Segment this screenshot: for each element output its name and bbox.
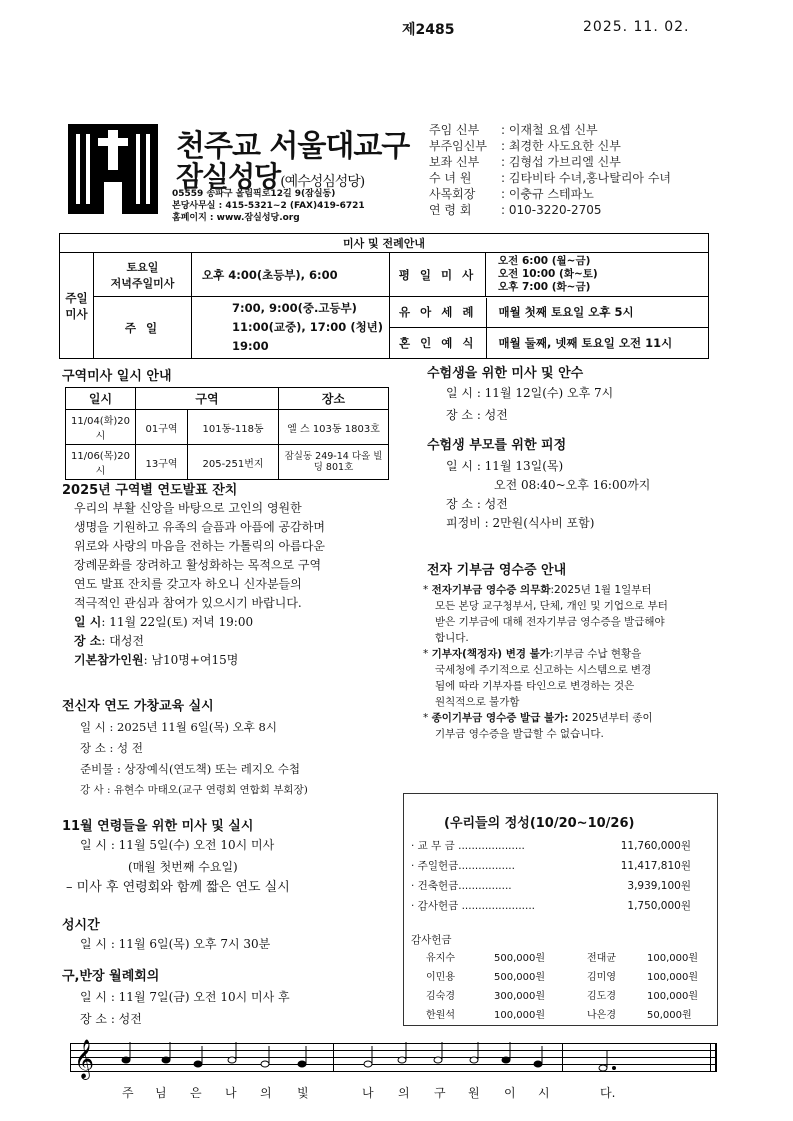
staff-row: 연 령 회 : 010-3220-2705 xyxy=(429,203,602,217)
lyric-syllable: 의 xyxy=(398,1086,410,1100)
receipt-title: 전자 기부금 영수증 안내 xyxy=(427,563,567,578)
party-date: 일 시: 11월 22일(토) 저녁 19:00 xyxy=(74,615,254,629)
issue-number: 제2485 xyxy=(402,22,455,38)
church-name-line1: 천주교 서울대교구 xyxy=(176,129,410,164)
issue-date: 2025. 11. 02. xyxy=(583,19,690,35)
district-header: 장소 xyxy=(279,388,389,410)
lyric-syllable: 원 xyxy=(468,1086,480,1100)
baptism-label: 유 아 세 례 xyxy=(390,298,486,328)
weekday-label: 평 일 미 사 xyxy=(390,253,486,297)
holy-hour-title: 성시간 xyxy=(62,918,100,933)
district-header: 일시 xyxy=(66,388,136,410)
church-name-sub: (예수성심성당) xyxy=(280,174,365,190)
holy-hour-line: 일 시 : 11월 6일(목) 오후 7시 30분 xyxy=(80,937,271,951)
church-address-block xyxy=(172,188,365,224)
saturday-time: 오후 4:00(초등부), 6:00 xyxy=(192,253,390,297)
thanks-list xyxy=(404,949,719,1025)
council-body: 일 시 : 11월 7일(금) 오전 10시 미사 후 장 소 : 성전 xyxy=(80,990,290,1026)
lyric-syllable: 나 xyxy=(362,1086,374,1100)
mass-caption: 미사 및 전례안내 xyxy=(60,234,709,253)
church-name-line2: 잠실성당(예수성심성당) xyxy=(176,160,365,193)
lyric-syllable: 시 xyxy=(538,1086,550,1100)
offering-box xyxy=(403,793,718,1026)
svg-text:𝄞: 𝄞 xyxy=(74,1039,95,1079)
elders-note: – 미사 후 연령회와 함께 짧은 연도 실시 xyxy=(66,880,290,895)
party-people: 기본참가인원: 남10명+여15명 xyxy=(74,653,239,667)
sunday-row-label: 주 일 xyxy=(94,297,192,359)
elders-body: 일 시 : 11월 5일(수) 오전 10시 미사 (매월 첫번째 수요일) xyxy=(80,838,275,874)
lyric-syllable: 이 xyxy=(504,1086,516,1100)
saturday-label: 토요일 저녁주일미사 xyxy=(94,253,192,297)
staff-row: 보좌 신부 : 김형섭 가브리엘 신부 xyxy=(429,155,621,169)
church-logo xyxy=(68,124,158,214)
lyric-syllable: 나 xyxy=(225,1086,237,1100)
wedding-label: 혼 인 예 식 xyxy=(390,328,486,358)
offering-row: · 건축헌금................ 3,939,100원 xyxy=(411,880,691,892)
thanks-label: 감사헌금 xyxy=(411,934,452,946)
baptism-value: 매월 첫째 토요일 오후 5시 xyxy=(486,298,708,328)
lyric-syllable: 의 xyxy=(260,1086,272,1100)
party-body: 우리의 부활 신앙을 바탕으로 고인의 영원한 생명을 기원하고 유족의 슬픔과 아픔에 공감하며 위로와 사랑의 마음을 전하는 가톨릭의 아름다운 장례문화를 장려하고 활성화하는 목적으로 구역 연도 발표 잔치를 갖고자 하오니 신자분들의 적극적인 관심과 참여가 있으시기 바랍니다. 일 시: 11월 22일(토) 저녁 19:00 장 소: 대성전 기본참가인원: 남10명+여15명 xyxy=(74,499,325,670)
district-table xyxy=(65,387,389,480)
party-title: 2025년 구역별 연도발표 잔치 xyxy=(62,483,238,498)
offering-row: · 교 무 금 .................... 11,760,000원 xyxy=(411,840,691,852)
council-title: 구,반장 월례회의 xyxy=(62,969,160,984)
staff-row: 부주임신부 : 최경한 사도요한 신부 xyxy=(429,139,621,153)
lyric-syllable: 은 xyxy=(190,1086,202,1100)
staff-row: 사목회장 : 이충규 스테파노 xyxy=(429,187,594,201)
lyric-syllable: 다. xyxy=(600,1086,616,1100)
exam-mass-body: 일 시 : 11월 12일(수) 오후 7시 장 소 : 성전 xyxy=(446,386,614,422)
lyric-syllable: 주 xyxy=(122,1086,134,1100)
staff-list xyxy=(429,122,671,218)
list-item: 김숙경 300,000원 김도경 100,000원 xyxy=(426,991,699,1002)
church-homepage: 홈페이지 : www.잠실성당.org xyxy=(172,213,300,223)
table-row: 11/04(화)20시 01구역 101동-118동 엘 스 103동 1803호 xyxy=(66,410,389,445)
offering-row: · 주일헌금................. 11,417,810원 xyxy=(411,860,691,872)
lyric-syllable: 구 xyxy=(434,1086,446,1100)
mass-schedule-table xyxy=(59,233,709,359)
district-title: 구역미사 일시 안내 xyxy=(62,369,172,384)
sunday-times: 7:00, 9:00(중.고등부) 11:00(교중), 17:00 (청년) 19:00 xyxy=(192,297,390,359)
lyric-syllable: 님 xyxy=(155,1086,167,1100)
staff-row: 주임 신부 : 이재철 요셉 신부 xyxy=(429,123,598,137)
lyric-syllable: 빛 xyxy=(297,1086,309,1100)
edu-body: 일 시 : 2025년 11월 6일(목) 오후 8시 장 소 : 성 전 준비물 : 상장예식(연도책) 또는 레지오 수첩 강 사 : 유현수 마태오(교구 연령회 연합회 부회장) xyxy=(80,720,308,796)
wedding-value: 매월 둘째, 넷째 토요일 오전 11시 xyxy=(498,335,673,350)
church-office: 본당사무실 : 415-5321~2 (FAX)419-6721 xyxy=(172,201,365,211)
sunday-mass-label: 주일 미사 xyxy=(60,253,94,359)
edu-title: 전신자 연도 가창교육 실시 xyxy=(62,699,214,714)
weekday-times: 오전 6:00 (월~금) 오전 10:00 (화~토) 오후 7:00 (화~금) xyxy=(486,253,709,297)
staff-row: 수 녀 원 : 김타비타 수녀,홍나탈리아 수녀 xyxy=(429,171,671,185)
district-header: 구역 xyxy=(136,388,279,410)
list-item: 한원석 100,000원 나은경 50,000원 xyxy=(426,1010,692,1021)
church-address: 05559 송파구 올림픽로12길 9(잠실동) xyxy=(172,189,336,199)
offering-row: · 감사헌금 ...................... 1,750,000원 xyxy=(411,900,691,912)
list-item: 유지수 500,000원 전대균 100,000원 xyxy=(426,953,699,964)
exam-mass-title: 수험생을 위한 미사 및 안수 xyxy=(427,366,584,381)
receipt-body: * 전자기부금 영수증 의무화:2025년 1월 1일부터 모든 본당 교구청부서, 단체, 개인 및 기업으로 부터 받은 기부금에 대해 전자기부금 영수증을 발급해야 합니다. * 기부자(책정자) 변경 불가:기부금 수납 현황을 국세청에 주기적으로 신고하는 시스템으로 변경 됨에 따라 기부자를 타인으로 변경하는 것은 원칙적으로 불가함 * 종이기부금 영수증 발급 불가: 2025년부터 종이 기부금 영수증을 발급할 수 없습니다. xyxy=(423,584,668,740)
elders-title: 11월 연령들을 위한 미사 및 실시 xyxy=(62,819,254,834)
retreat-body: 일 시 : 11월 13일(목) 오전 08:40~오후 16:00까지 장 소 : 성전 피정비 : 2만원(식사비 포함) xyxy=(446,459,651,530)
music-notes-icon xyxy=(70,1034,716,1080)
list-item: 이민용 500,000원 김미영 100,000원 xyxy=(426,972,699,983)
retreat-title: 수험생 부모를 위한 피정 xyxy=(427,438,567,453)
party-place: 장 소: 대성전 xyxy=(74,634,145,648)
offering-title: (우리들의 정성(10/20~10/26) xyxy=(444,816,635,831)
table-row: 11/06(목)20시 13구역 205-251번지 잠실동 249-14 다올 빌딩 801호 xyxy=(66,445,389,480)
sacrament-cell xyxy=(390,297,709,359)
